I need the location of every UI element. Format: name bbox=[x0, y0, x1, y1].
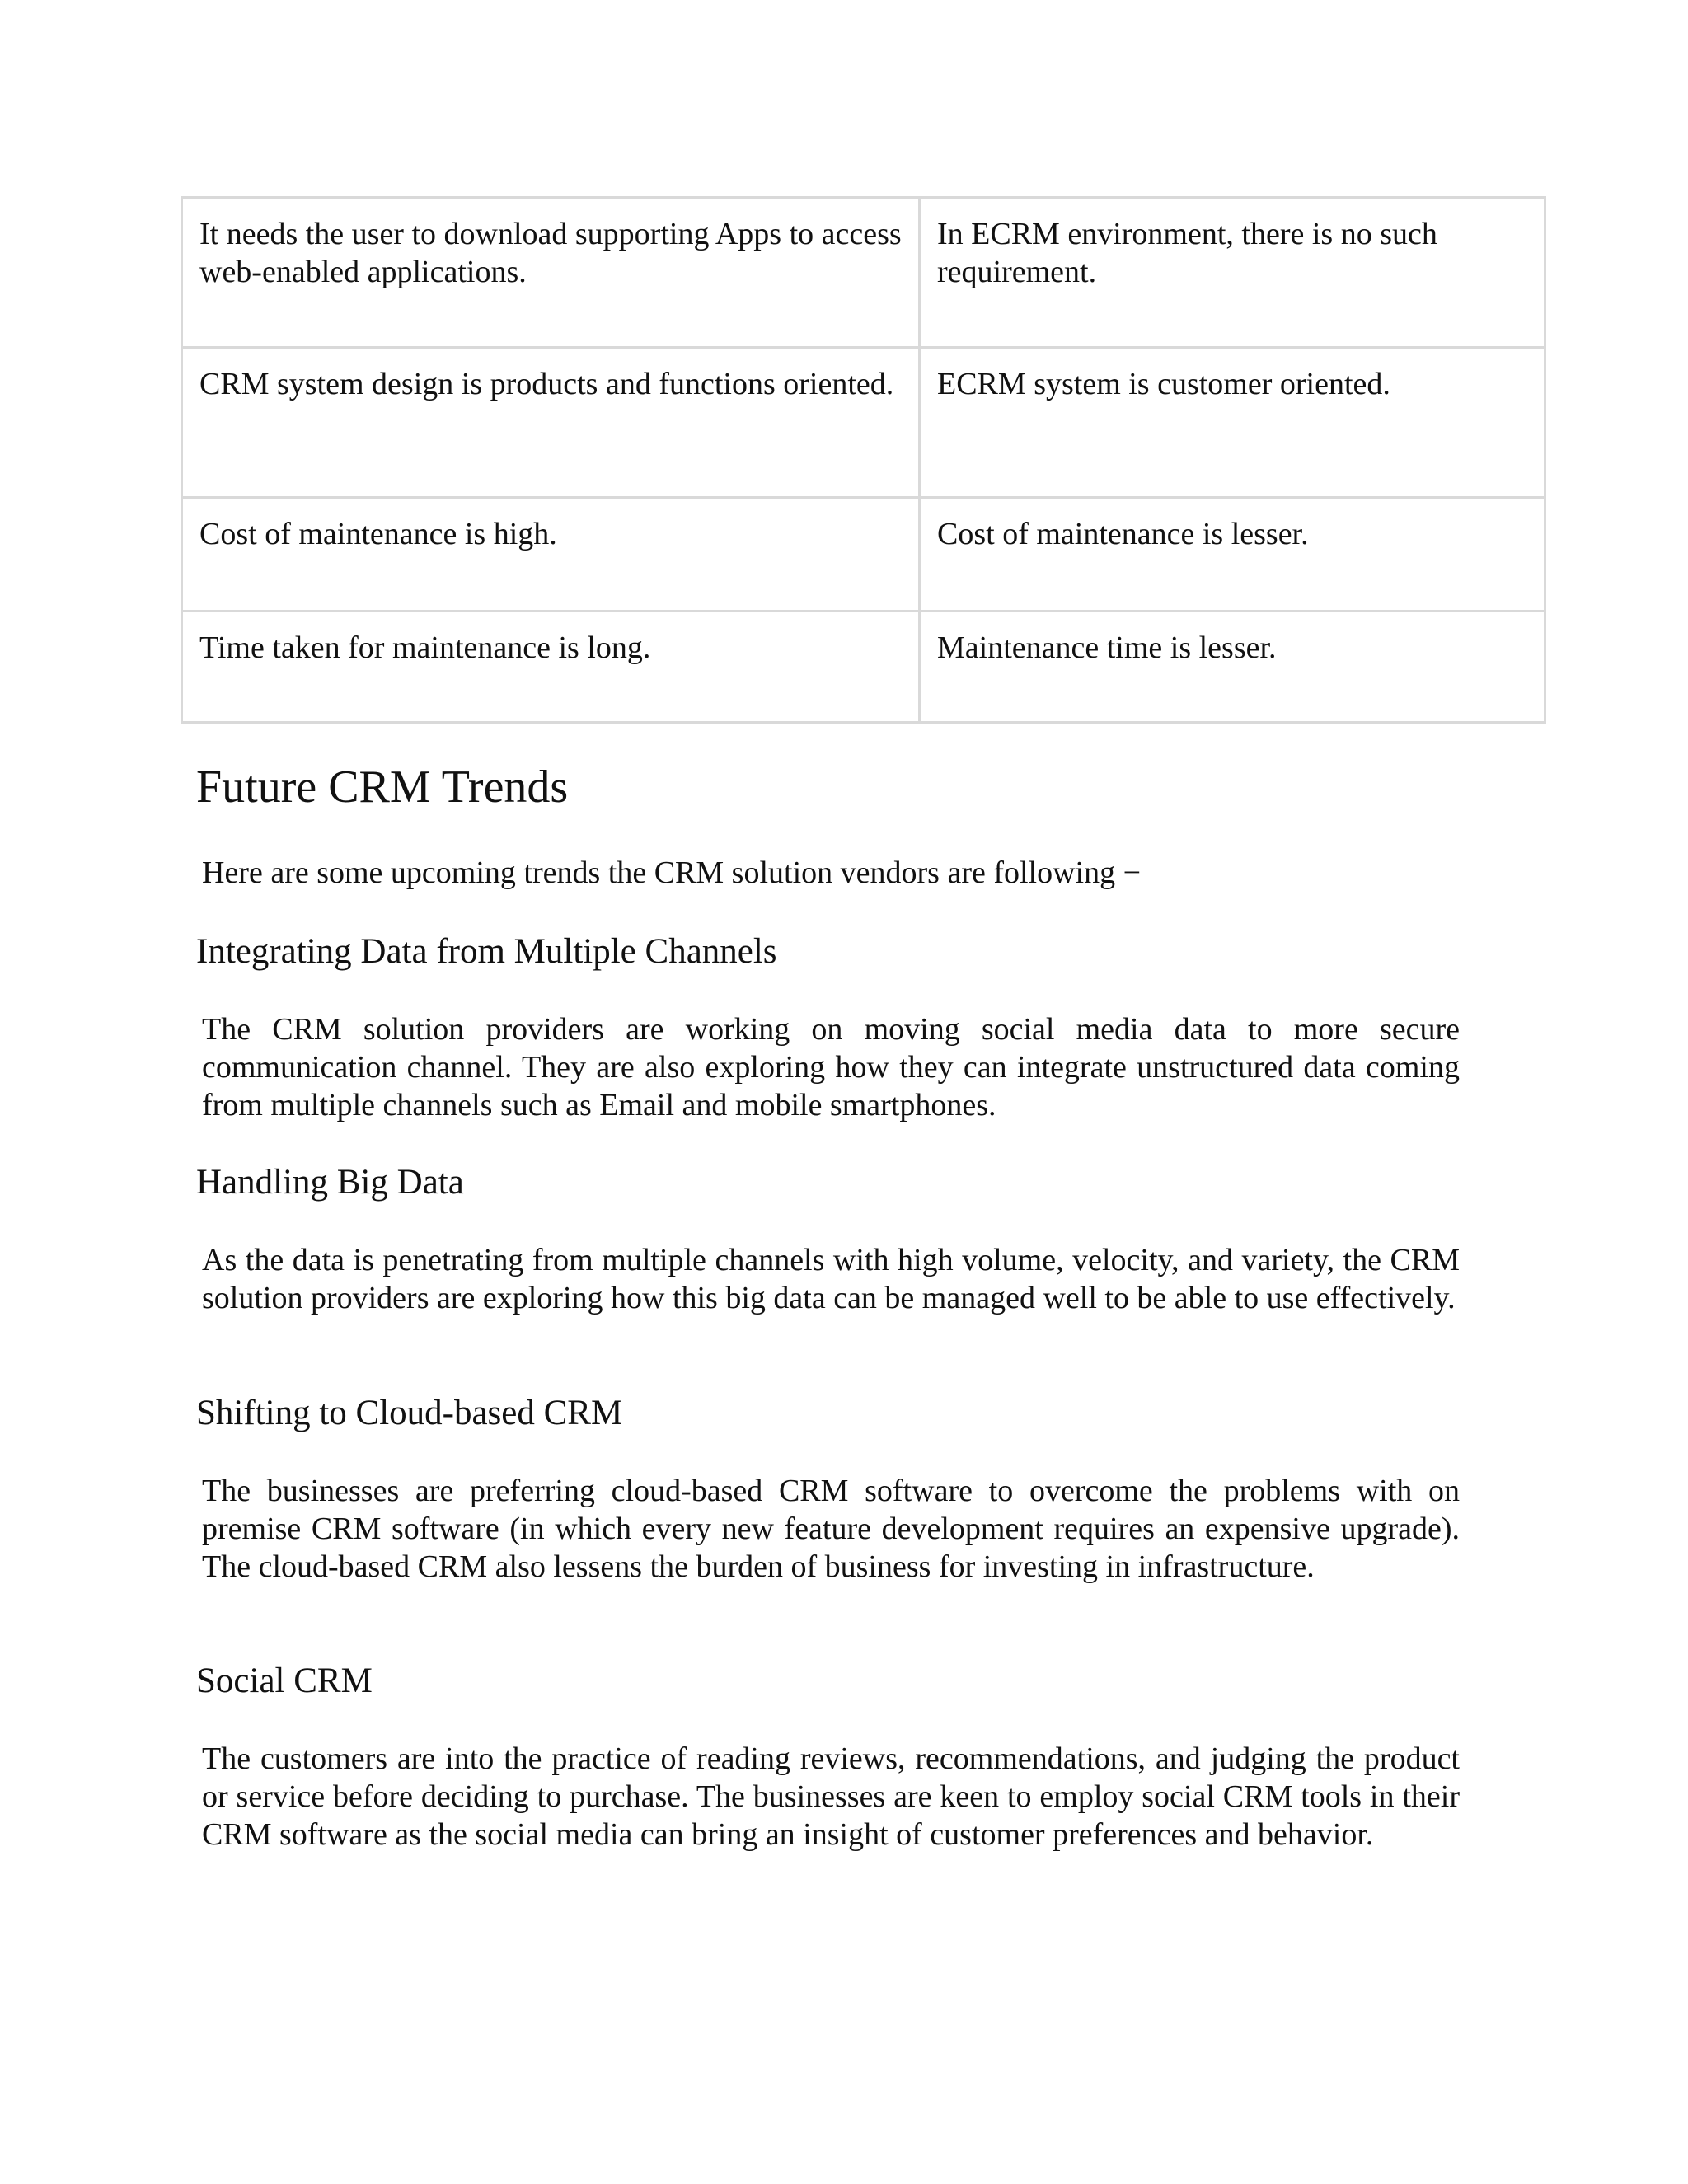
table-cell-crm: Time taken for maintenance is long. bbox=[182, 612, 920, 723]
table-cell-crm: It needs the user to download supporting Apps to access web-enabled applications. bbox=[182, 198, 920, 348]
table-cell-ecrm: Cost of maintenance is lesser. bbox=[920, 498, 1545, 612]
table-cell-crm: Cost of maintenance is high. bbox=[182, 498, 920, 612]
table-cell-ecrm: In ECRM environment, there is no such requirement. bbox=[920, 198, 1545, 348]
section-intro: Here are some upcoming trends the CRM solution vendors are following − bbox=[202, 855, 1142, 890]
section-title: Future CRM Trends bbox=[196, 762, 569, 813]
table-row bbox=[182, 198, 1545, 348]
trend-heading-data-integration: Integrating Data from Multiple Channels bbox=[196, 932, 777, 971]
trend-heading-cloud-crm: Shifting to Cloud-based CRM bbox=[196, 1394, 623, 1432]
trend-body-big-data: As the data is penetrating from multiple channels with high volume, velocity, and variety, the CRM solution providers are exploring how this big data can be managed well to be able to use effectively. bbox=[202, 1243, 1460, 1315]
trend-body-cloud-crm: The businesses are preferring cloud-based CRM software to overcome the problems with on premise CRM software (in which every new feature development requires an expensive upgrade). The cloud-based CRM also lessens the burden of business for investing in infrastructure. bbox=[202, 1474, 1460, 1584]
crm-vs-ecrm-table bbox=[181, 196, 1546, 724]
trend-heading-big-data: Handling Big Data bbox=[196, 1163, 464, 1202]
trend-heading-social-crm: Social CRM bbox=[196, 1661, 373, 1700]
table-cell-crm: CRM system design is products and functions oriented. bbox=[182, 348, 920, 498]
table-row bbox=[182, 612, 1545, 723]
table-row bbox=[182, 498, 1545, 612]
table-row bbox=[182, 348, 1545, 498]
trend-body-social-crm: The customers are into the practice of reading reviews, recommendations, and judging the product or service before deciding to purchase. The businesses are keen to employ social CRM tools in their CRM software as the social media can bring an insight of customer preferences and behavior. bbox=[202, 1741, 1460, 1852]
trend-body-data-integration: The CRM solution providers are working on moving social media data to more secure communication channel. They are also exploring how they can integrate unstructured data coming from multiple channels such as Email and mobile smartphones. bbox=[202, 1012, 1460, 1122]
table-cell-ecrm: Maintenance time is lesser. bbox=[920, 612, 1545, 723]
table-cell-ecrm: ECRM system is customer oriented. bbox=[920, 348, 1545, 498]
